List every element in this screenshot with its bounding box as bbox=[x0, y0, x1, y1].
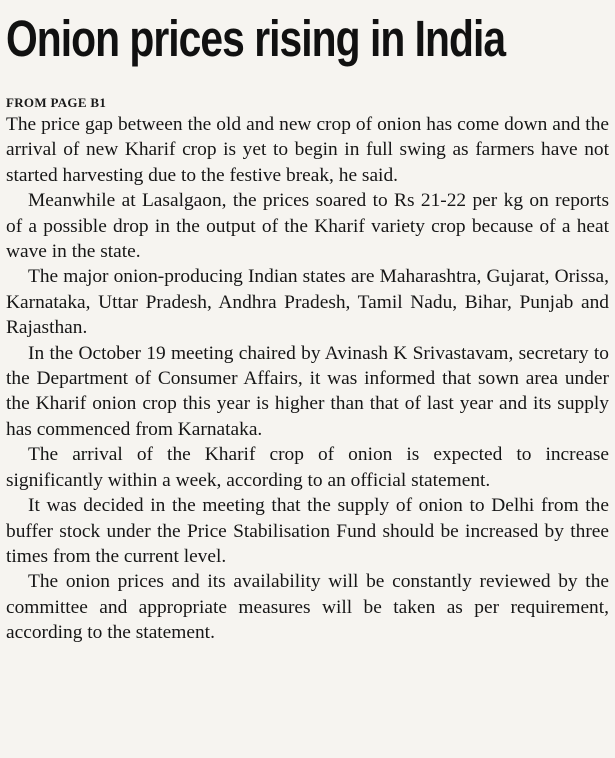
article-paragraph: The arrival of the Kharif crop of onion is expected to increase significantly within a week, according to an official statement. bbox=[6, 444, 609, 491]
article-body bbox=[6, 112, 609, 646]
article-paragraph: The price gap between the old and new crop of onion has come down and the arrival of new Kharif crop is yet to begin in full swing as farmers have not started harvesting due to the festive break, he said. bbox=[6, 114, 609, 186]
article-paragraph: It was decided in the meeting that the supply of onion to Delhi from the buffer stock under the Price Stabilisation Fund should be increased by three times from the current level. bbox=[6, 495, 609, 567]
jump-line: FROM PAGE B1 bbox=[6, 95, 107, 110]
article-paragraph: In the October 19 meeting chaired by Avinash K Srivastavam, secretary to the Department of Consumer Affairs, it was informed that sown area under the Kharif onion crop this year is higher than that of last year and its supply has commenced from Karnataka. bbox=[6, 342, 609, 440]
article-headline: Onion prices rising in India bbox=[6, 10, 506, 67]
article-paragraph: The major onion-producing Indian states are Maharashtra, Gujarat, Orissa, Karnataka, Uttar Pradesh, Andhra Pradesh, Tamil Nadu, Bihar, Punjab and Rajasthan. bbox=[6, 266, 609, 339]
article-paragraph: The onion prices and its availability will be constantly reviewed by the committee and appropriate measures will be taken as per requirement, according to the statement. bbox=[6, 571, 609, 644]
article-paragraph: Meanwhile at Lasalgaon, the prices soared to Rs 21-22 per kg on reports of a possible drop in the output of the Kharif variety crop because of a heat wave in the state. bbox=[6, 190, 609, 263]
